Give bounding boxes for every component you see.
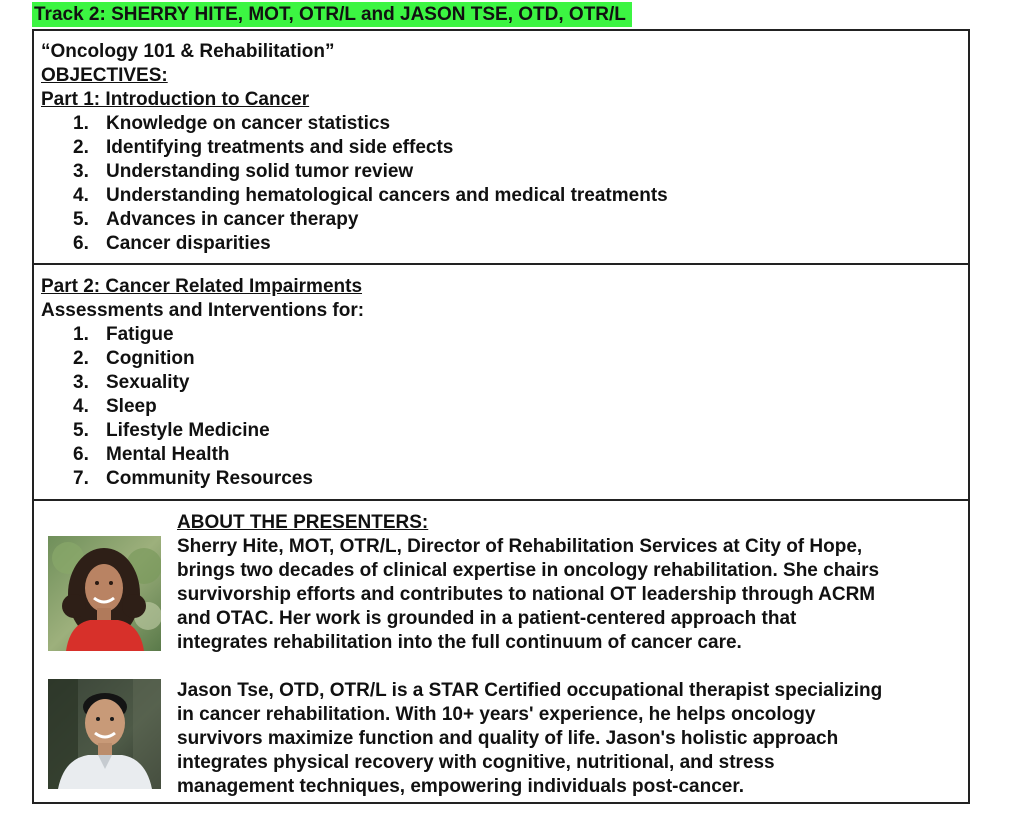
jason-bio-line: integrates physical recovery with cognitive, nutritional, and stress bbox=[177, 752, 775, 773]
jason-bio-line: survivors maximize function and quality of life. Jason's holistic approach bbox=[177, 728, 839, 749]
list-item: 2. Identifying treatments and side effects bbox=[73, 137, 454, 158]
list-item: 1. Knowledge on cancer statistics bbox=[73, 113, 391, 134]
list-item: 1. Fatigue bbox=[73, 324, 174, 345]
course-document bbox=[32, 29, 970, 804]
presenter-photo-jason-icon bbox=[48, 679, 161, 789]
sherry-bio-line: integrates rehabilitation into the full continuum of cancer care. bbox=[177, 632, 742, 653]
presenters-section bbox=[34, 501, 968, 802]
sherry-bio-line: brings two decades of clinical expertise in oncology rehabilitation. She chairs bbox=[177, 560, 880, 581]
sherry-bio-line: and OTAC. Her work is grounded in a patient-centered approach that bbox=[177, 608, 797, 629]
presenter-photo-sherry-icon bbox=[48, 536, 161, 651]
list-item: 5. Advances in cancer therapy bbox=[73, 209, 359, 230]
list-item: 3. Understanding solid tumor review bbox=[73, 161, 414, 182]
list-item: 3. Sexuality bbox=[73, 372, 190, 393]
list-item: 4. Understanding hematological cancers and medical treatments bbox=[73, 185, 668, 206]
part2-heading: Part 2: Cancer Related Impairments bbox=[41, 276, 363, 297]
course-title: “Oncology 101 & Rehabilitation” bbox=[41, 41, 335, 62]
objectives-label: OBJECTIVES: bbox=[41, 65, 168, 86]
list-item: 7. Community Resources bbox=[73, 468, 313, 489]
track-header: Track 2: SHERRY HITE, MOT, OTR/L and JASON TSE, OTD, OTR/L bbox=[32, 2, 632, 27]
list-item: 2. Cognition bbox=[73, 348, 195, 369]
part1-section bbox=[34, 31, 968, 265]
jason-bio-line: Jason Tse, OTD, OTR/L is a STAR Certified occupational therapist specializing bbox=[177, 680, 883, 701]
sherry-bio-line: survivorship efforts and contributes to national OT leadership through ACRM bbox=[177, 584, 876, 605]
list-item: 4. Sleep bbox=[73, 396, 157, 417]
part1-heading: Part 1: Introduction to Cancer bbox=[41, 89, 310, 110]
sherry-bio-line: Sherry Hite, MOT, OTR/L, Director of Rehabilitation Services at City of Hope, bbox=[177, 536, 863, 557]
list-item: 5. Lifestyle Medicine bbox=[73, 420, 270, 441]
part2-subheading: Assessments and Interventions for: bbox=[41, 300, 365, 321]
jason-bio-line: management techniques, empowering individuals post-cancer. bbox=[177, 776, 744, 797]
part2-section bbox=[34, 265, 968, 501]
presenters-heading: ABOUT THE PRESENTERS: bbox=[177, 512, 429, 533]
list-item: 6. Mental Health bbox=[73, 444, 230, 465]
jason-bio-line: in cancer rehabilitation. With 10+ years' experience, he helps oncology bbox=[177, 704, 816, 725]
list-item: 6. Cancer disparities bbox=[73, 233, 271, 254]
